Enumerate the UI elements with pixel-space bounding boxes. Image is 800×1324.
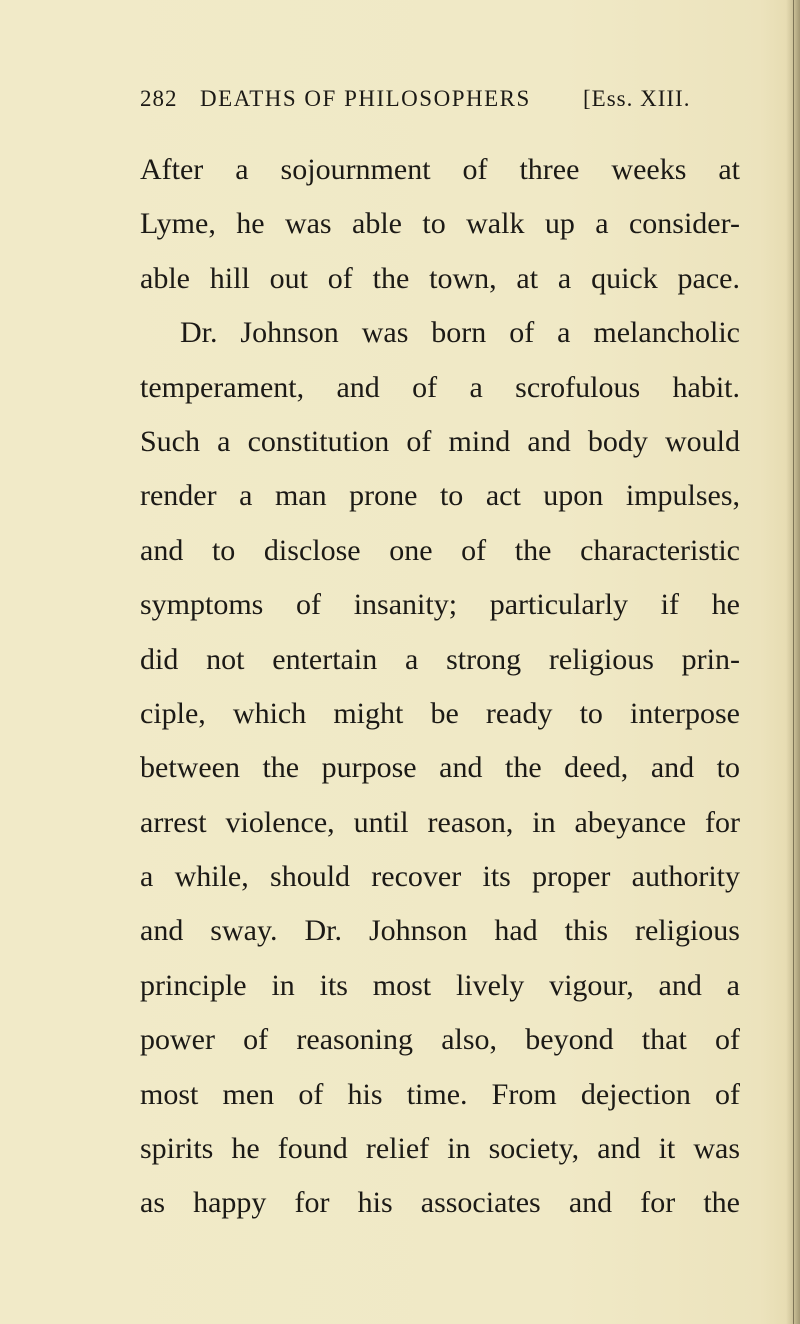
text-line: most men of his time. From dejection of (140, 1077, 740, 1111)
text-line: temperament, and of a scrofulous habit. (140, 370, 740, 404)
text-line: Such a constitution of mind and body would (140, 424, 740, 458)
running-title: DEATHS OF PHILOSOPHERS (200, 86, 531, 111)
page-edge-line (793, 0, 794, 1324)
text-line: render a man prone to act upon impulses, (140, 479, 740, 513)
text-line: symptoms of insanity; particularly if he (140, 588, 740, 622)
running-header (140, 86, 740, 126)
text-line: did not entertain a strong religious prin- (140, 642, 740, 676)
text-line: as happy for his associates and for the (140, 1186, 740, 1220)
text-line: and sway. Dr. Johnson had this religious (140, 914, 740, 948)
body-text (140, 143, 740, 1231)
text-line: principle in its most lively vigour, and a (140, 968, 740, 1002)
text-line: able hill out of the town, at a quick pace. (140, 261, 740, 295)
text-line: between the purpose and the deed, and to (140, 751, 740, 785)
section-reference: [Ess. XIII. (583, 86, 691, 111)
text-line: a while, should recover its proper authority (140, 860, 740, 894)
text-line: Lyme, he was able to walk up a consider- (140, 207, 740, 241)
text-line: spirits he found relief in society, and it was (140, 1132, 740, 1166)
text-line: ciple, which might be ready to interpose (140, 696, 740, 730)
text-line: power of reasoning also, beyond that of (140, 1023, 740, 1057)
paragraph-start-line: Dr. Johnson was born of a melancholic (180, 316, 740, 350)
text-line: arrest violence, until reason, in abeyance for (140, 805, 740, 839)
text-line: After a sojournment of three weeks at (140, 153, 740, 186)
page-number: 282 (140, 86, 178, 111)
text-line: and to disclose one of the characteristic (140, 533, 740, 567)
